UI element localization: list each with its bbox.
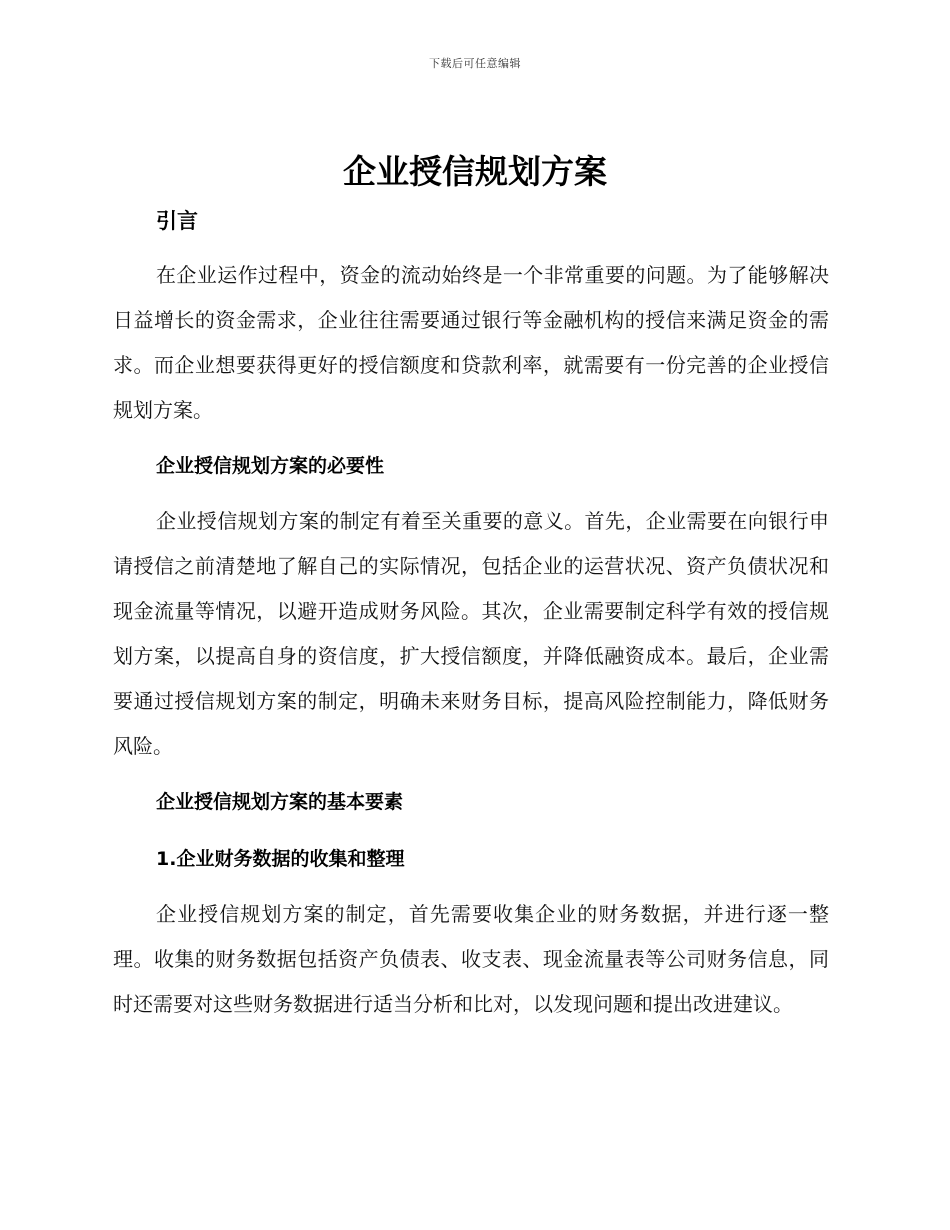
- paragraph-necessity: 企业授信规划方案的制定有着至关重要的意义。首先，企业需要在向银行申请授信之前清楚地了解自己的实际情况，包括企业的运营状况、资产负债状况和现金流量等情况，以避开造成财务风险。其次，企业需要制定科学有效的授信规划方案，以提高自身的资信度，扩大授信额度，并降低融资成本。最后，企业需要通过授信规划方案的制定，明确未来财务目标，提高风险控制能力，降低财务风险。: [113, 509, 829, 758]
- document-body: [113, 201, 829, 1027]
- section-heading-elements: 企业授信规划方案的基本要素: [156, 791, 404, 813]
- document-title: 企业授信规划方案: [343, 152, 607, 191]
- section-heading-financial-data: 1.企业财务数据的收集和整理: [156, 848, 405, 870]
- section-heading-intro: 引言: [156, 209, 198, 233]
- paragraph-intro: 在企业运作过程中，资金的流动始终是一个非常重要的问题。为了能够解决日益增长的资金需求，企业往往需要通过银行等金融机构的授信来满足资金的需求。而企业想要获得更好的授信额度和贷款利率，就需要有一份完善的企业授信规划方案。: [113, 263, 829, 422]
- header-note: 下载后可任意编辑: [429, 57, 521, 70]
- paragraph-financial-data: 企业授信规划方案的制定，首先需要收集企业的财务数据，并进行逐一整理。收集的财务数据包括资产负债表、收支表、现金流量表等公司财务信息，同时还需要对这些财务数据进行适当分析和比对，以发现问题和提出改进建议。: [113, 902, 829, 1016]
- section-heading-necessity: 企业授信规划方案的必要性: [156, 455, 385, 477]
